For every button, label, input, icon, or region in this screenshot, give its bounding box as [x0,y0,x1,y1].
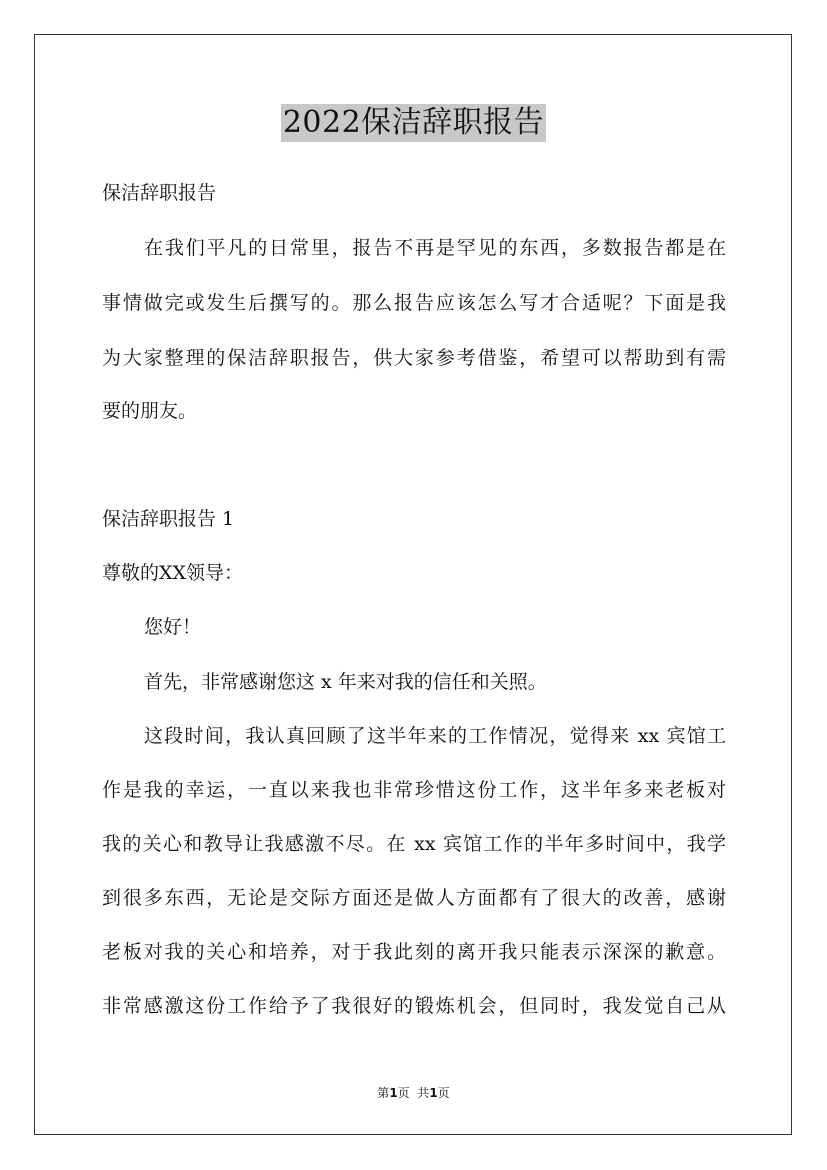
body-line-2[interactable]: 作是我的幸运，一直以来我也非常珍惜这份工作，这半年多来老板对 [102,779,726,801]
thanks-paragraph[interactable]: 首先，非常感谢您这 x 年来对我的信任和关照。 [144,671,547,693]
intro-line-2[interactable]: 事情做完或发生后撰写的。那么报告应该怎么写才合适呢？下面是我 [102,292,726,314]
title-container [0,104,827,142]
document-title[interactable]: 2022保洁辞职报告 [282,105,545,140]
footer-page-total: 1 [429,1086,438,1100]
body-line-3[interactable]: 我的关心和教导让我感激不尽。在 xx 宾馆工作的半年多时间中，我学 [102,833,726,855]
intro-line-3[interactable]: 为大家整理的保洁辞职报告，供大家参考借鉴，希望可以帮助到有需 [102,347,726,369]
salutation[interactable]: 尊敬的XX领导： [102,562,244,584]
section-heading[interactable]: 保洁辞职报告 1 [102,508,235,530]
footer-page-suffix: 页 [437,1086,450,1100]
greeting[interactable]: 您好！ [144,616,202,638]
body-line-1[interactable]: 这段时间，我认真回顾了这半年来的工作情况，觉得来 xx 宾馆工 [144,725,726,747]
intro-line-4[interactable]: 要的朋友。 [102,400,198,422]
footer-page-prefix: 第 [377,1086,390,1100]
page-footer [0,1086,827,1100]
body-line-6[interactable]: 非常感激这份工作给予了我很好的锻炼机会，但同时，我发觉自己从 [102,995,726,1017]
footer-page-current: 1 [389,1086,398,1100]
footer-page-mid: 页 共 [397,1086,430,1100]
intro-line-1[interactable]: 在我们平凡的日常里，报告不再是罕见的东西，多数报告都是在 [144,237,726,259]
document-subtitle[interactable]: 保洁辞职报告 [102,182,217,204]
body-line-5[interactable]: 老板对我的关心和培养，对于我此刻的离开我只能表示深深的歉意。 [102,941,726,963]
body-line-4[interactable]: 到很多东西，无论是交际方面还是做人方面都有了很大的改善，感谢 [102,887,726,909]
